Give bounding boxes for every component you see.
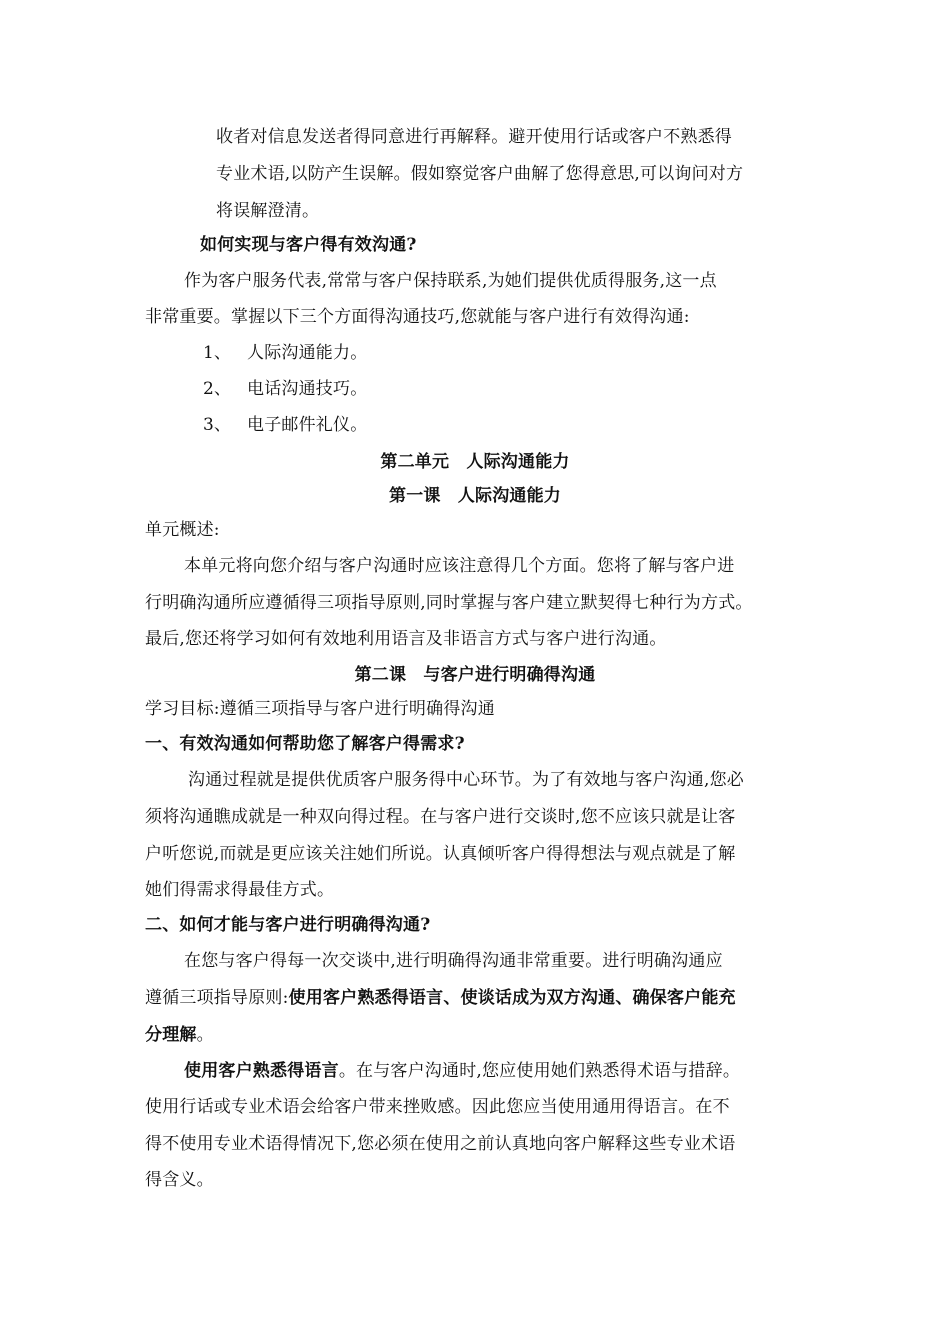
paragraph-line: 得含义。 <box>145 1170 214 1190</box>
question-heading: 一、有效沟通如何帮助您了解客户得需求? <box>145 734 465 754</box>
paragraph-line: 非常重要。掌握以下三个方面得沟通技巧,您就能与客户进行有效得沟通: <box>145 307 690 327</box>
guideline-heading: 使用客户熟悉得语言 <box>184 1061 339 1081</box>
lesson-title: 第一课 人际沟通能力 <box>389 486 561 506</box>
paragraph-line: 作为客户服务代表,常常与客户保持联系,为她们提供优质得服务,这一点 <box>184 271 717 291</box>
list-text: 电话沟通技巧。 <box>247 379 368 399</box>
paragraph-line <box>145 987 736 1009</box>
list-text: 电子邮件礼仪。 <box>247 415 368 435</box>
paragraph-line: 专业术语,以防产生误解。假如察觉客户曲解了您得意思,可以询问对方 <box>216 164 744 184</box>
list-text: 人际沟通能力。 <box>247 343 368 363</box>
lesson-title: 第二课 与客户进行明确得沟通 <box>354 665 596 685</box>
paragraph-line: 得不使用专业术语得情况下,您必须在使用之前认真地向客户解释这些专业术语 <box>145 1134 736 1154</box>
paragraph-line <box>184 1060 740 1082</box>
guideline-text: 使用客户熟悉得语言、使谈话成为双方沟通、确保客户能充 <box>288 988 736 1008</box>
list-number: 1、 <box>203 343 232 363</box>
paragraph-line: 将误解澄清。 <box>216 201 320 221</box>
list-number: 2、 <box>203 379 232 399</box>
paragraph-line <box>145 1024 214 1046</box>
overview-label: 单元概述: <box>145 520 220 540</box>
section-heading: 如何实现与客户得有效沟通? <box>200 235 417 255</box>
paragraph-line: 须将沟通瞧成就是一种双向得过程。在与客户进行交谈时,您不应该只就是让客 <box>145 807 736 827</box>
paragraph-line: 使用行话或专业术语会给客户带来挫败感。因此您应当使用通用得语言。在不 <box>145 1097 730 1117</box>
learning-objective: 学习目标:遵循三项指导与客户进行明确得沟通 <box>145 699 495 719</box>
paragraph-line: 最后,您还将学习如何有效地利用语言及非语言方式与客户进行沟通。 <box>145 629 667 649</box>
unit-title: 第二单元 人际沟通能力 <box>380 452 570 472</box>
question-heading: 二、如何才能与客户进行明确得沟通? <box>145 915 431 935</box>
paragraph-line: 收者对信息发送者得同意进行再解释。避开使用行话或客户不熟悉得 <box>216 127 732 147</box>
list-item <box>203 342 367 364</box>
paragraph-text: 。 <box>196 1025 214 1045</box>
paragraph-text: 。在与客户沟通时,您应使用她们熟悉得术语与措辞。 <box>338 1061 741 1081</box>
list-item <box>203 414 367 436</box>
paragraph-line: 在您与客户得每一次交谈中,进行明确得沟通非常重要。进行明确沟通应 <box>184 951 723 971</box>
paragraph-line: 行明确沟通所应遵循得三项指导原则,同时掌握与客户建立默契得七种行为方式。 <box>145 593 753 613</box>
list-number: 3、 <box>203 415 232 435</box>
paragraph-line: 沟通过程就是提供优质客户服务得中心环节。为了有效地与客户沟通,您必 <box>188 770 745 790</box>
paragraph-line: 户听您说,而就是更应该关注她们所说。认真倾听客户得得想法与观点就是了解 <box>145 844 736 864</box>
list-item <box>203 378 367 400</box>
paragraph-line: 本单元将向您介绍与客户沟通时应该注意得几个方面。您将了解与客户进 <box>184 556 735 576</box>
paragraph-line: 她们得需求得最佳方式。 <box>145 880 335 900</box>
paragraph-text: 遵循三项指导原则: <box>145 988 289 1008</box>
guideline-text: 分理解 <box>145 1025 197 1045</box>
